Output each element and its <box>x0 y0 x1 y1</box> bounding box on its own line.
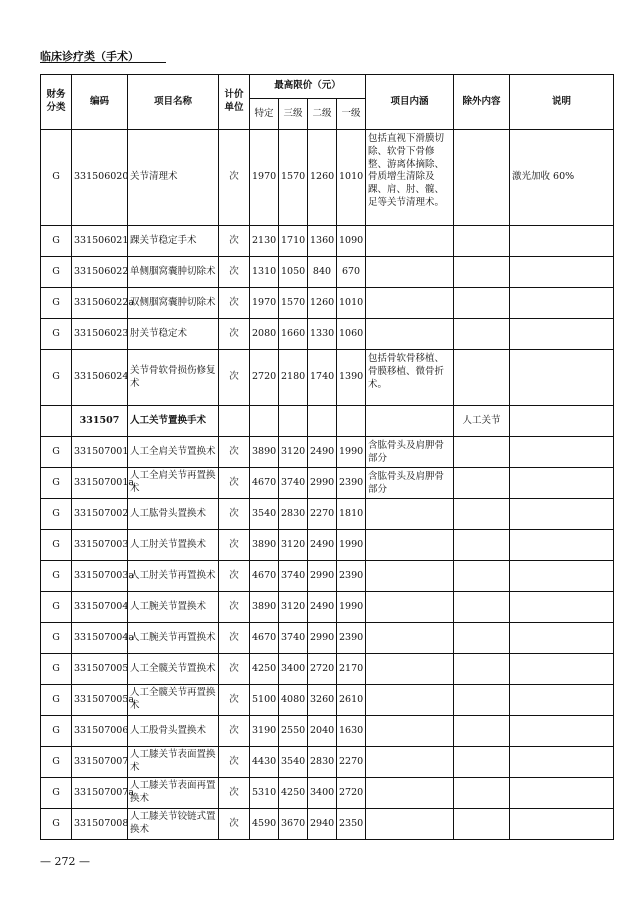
table-row <box>41 468 614 499</box>
table-row <box>41 499 614 530</box>
excluded-cell: 人工关节 <box>454 406 510 437</box>
code-cell: 331507003 <box>72 530 128 561</box>
price-special-cell: 3890 <box>250 437 279 468</box>
page-number: — 272 — <box>40 855 90 868</box>
code-cell: 331506020 <box>72 130 128 226</box>
table-row <box>41 288 614 319</box>
notes-cell <box>510 350 614 406</box>
table-row <box>41 319 614 350</box>
table-row <box>41 623 614 654</box>
price-level3-cell: 2180 <box>279 350 308 406</box>
code-cell: 331507007a <box>72 778 128 809</box>
name-cell: 人工膝关节铰链式置换术 <box>128 809 219 840</box>
notes-cell <box>510 685 614 716</box>
price-level1-cell: 2720 <box>337 778 366 809</box>
col-level1: 一级 <box>337 99 366 130</box>
price-level1-cell: 670 <box>337 257 366 288</box>
table-row <box>41 226 614 257</box>
notes-cell <box>510 716 614 747</box>
price-level1-cell: 1990 <box>337 437 366 468</box>
price-special-cell: 1310 <box>250 257 279 288</box>
code-cell: 331507003a <box>72 561 128 592</box>
name-cell: 人工膝关节表面置换术 <box>128 747 219 778</box>
price-level3-cell: 3120 <box>279 530 308 561</box>
category-cell: G <box>41 778 72 809</box>
unit-cell: 次 <box>219 257 250 288</box>
category-cell: G <box>41 499 72 530</box>
unit-cell: 次 <box>219 778 250 809</box>
content-cell <box>366 747 454 778</box>
unit-cell: 次 <box>219 716 250 747</box>
category-cell <box>41 406 72 437</box>
excluded-cell <box>454 747 510 778</box>
category-cell: G <box>41 716 72 747</box>
col-price-group: 最高限价（元） <box>250 75 366 99</box>
price-level3-cell: 3670 <box>279 809 308 840</box>
code-cell: 331507005a <box>72 685 128 716</box>
price-level3-cell <box>279 406 308 437</box>
excluded-cell <box>454 530 510 561</box>
unit-cell: 次 <box>219 623 250 654</box>
category-cell: G <box>41 654 72 685</box>
table-row <box>41 530 614 561</box>
price-level2-cell: 3260 <box>308 685 337 716</box>
excluded-cell <box>454 288 510 319</box>
unit-cell: 次 <box>219 809 250 840</box>
category-cell: G <box>41 685 72 716</box>
excluded-cell <box>454 257 510 288</box>
price-level3-cell: 3400 <box>279 654 308 685</box>
unit-cell: 次 <box>219 499 250 530</box>
price-level2-cell: 2040 <box>308 716 337 747</box>
content-cell <box>366 685 454 716</box>
price-level2-cell: 2720 <box>308 654 337 685</box>
col-excluded: 除外内容 <box>454 75 510 130</box>
name-cell: 关节骨软骨损伤修复术 <box>128 350 219 406</box>
price-level1-cell: 1630 <box>337 716 366 747</box>
notes-cell <box>510 654 614 685</box>
notes-cell <box>510 592 614 623</box>
unit-cell: 次 <box>219 592 250 623</box>
category-cell: G <box>41 809 72 840</box>
price-level1-cell: 1010 <box>337 288 366 319</box>
table-row <box>41 561 614 592</box>
col-level2: 二级 <box>308 99 337 130</box>
price-level1-cell: 2170 <box>337 654 366 685</box>
price-level1-cell: 1990 <box>337 592 366 623</box>
price-level2-cell: 2990 <box>308 468 337 499</box>
name-cell: 人工全肩关节置换术 <box>128 437 219 468</box>
price-level2-cell <box>308 406 337 437</box>
price-level1-cell: 1390 <box>337 350 366 406</box>
price-special-cell: 4430 <box>250 747 279 778</box>
category-cell: G <box>41 623 72 654</box>
price-level1-cell: 2610 <box>337 685 366 716</box>
table-row <box>41 747 614 778</box>
price-special-cell: 2130 <box>250 226 279 257</box>
price-level3-cell: 1570 <box>279 288 308 319</box>
name-cell: 人工全髋关节再置换术 <box>128 685 219 716</box>
price-level3-cell: 3740 <box>279 561 308 592</box>
code-cell: 331507004 <box>72 592 128 623</box>
code-cell: 331507001 <box>72 437 128 468</box>
name-cell: 人工腕关节置换术 <box>128 592 219 623</box>
price-level1-cell: 2390 <box>337 561 366 592</box>
price-level2-cell: 2490 <box>308 530 337 561</box>
name-cell: 人工全肩关节再置换术 <box>128 468 219 499</box>
unit-cell: 次 <box>219 226 250 257</box>
table-row <box>41 685 614 716</box>
price-special-cell: 3890 <box>250 530 279 561</box>
price-level2-cell: 3400 <box>308 778 337 809</box>
unit-cell: 次 <box>219 319 250 350</box>
price-special-cell <box>250 406 279 437</box>
code-cell: 331507005 <box>72 654 128 685</box>
price-special-cell: 2720 <box>250 350 279 406</box>
price-table <box>40 74 614 840</box>
notes-cell <box>510 257 614 288</box>
name-cell: 人工肘关节再置换术 <box>128 561 219 592</box>
unit-cell: 次 <box>219 561 250 592</box>
price-special-cell: 3190 <box>250 716 279 747</box>
notes-cell <box>510 499 614 530</box>
price-level2-cell: 840 <box>308 257 337 288</box>
price-special-cell: 4590 <box>250 809 279 840</box>
excluded-cell <box>454 437 510 468</box>
notes-cell <box>510 406 614 437</box>
content-cell: 含肱骨头及肩胛骨部分 <box>366 437 454 468</box>
table-row <box>41 778 614 809</box>
content-cell <box>366 288 454 319</box>
price-level1-cell: 1090 <box>337 226 366 257</box>
col-unit: 计价单位 <box>219 75 250 130</box>
category-cell: G <box>41 468 72 499</box>
excluded-cell <box>454 468 510 499</box>
content-cell: 包括直视下滑膜切除、软骨下骨修整、游离体摘除、骨质增生清除及踝、肩、肘、髋、足等关节清理术。 <box>366 130 454 226</box>
price-level3-cell: 3120 <box>279 592 308 623</box>
unit-cell: 次 <box>219 350 250 406</box>
code-cell: 331506022 <box>72 257 128 288</box>
code-cell: 331507004a <box>72 623 128 654</box>
category-cell: G <box>41 226 72 257</box>
name-cell: 单侧腘窝囊肿切除术 <box>128 257 219 288</box>
table-row <box>41 654 614 685</box>
unit-cell: 次 <box>219 747 250 778</box>
notes-cell <box>510 288 614 319</box>
price-level2-cell: 1740 <box>308 350 337 406</box>
content-cell <box>366 592 454 623</box>
unit-cell: 次 <box>219 530 250 561</box>
notes-cell <box>510 809 614 840</box>
col-level3: 三级 <box>279 99 308 130</box>
price-level3-cell: 3120 <box>279 437 308 468</box>
category-cell: G <box>41 130 72 226</box>
name-cell: 双侧腘窝囊肿切除术 <box>128 288 219 319</box>
excluded-cell <box>454 319 510 350</box>
code-cell: 331506024 <box>72 350 128 406</box>
code-cell: 331506021 <box>72 226 128 257</box>
name-cell: 人工腕关节再置换术 <box>128 623 219 654</box>
col-category: 财务分类 <box>41 75 72 130</box>
price-level1-cell: 2390 <box>337 468 366 499</box>
notes-cell <box>510 319 614 350</box>
price-special-cell: 3540 <box>250 499 279 530</box>
price-level2-cell: 2490 <box>308 592 337 623</box>
content-cell <box>366 654 454 685</box>
price-level1-cell: 1990 <box>337 530 366 561</box>
price-level3-cell: 1660 <box>279 319 308 350</box>
content-cell <box>366 530 454 561</box>
col-name: 项目名称 <box>128 75 219 130</box>
price-level3-cell: 2550 <box>279 716 308 747</box>
notes-cell <box>510 226 614 257</box>
price-special-cell: 3890 <box>250 592 279 623</box>
price-level1-cell: 1060 <box>337 319 366 350</box>
excluded-cell <box>454 716 510 747</box>
price-level3-cell: 4080 <box>279 685 308 716</box>
unit-cell: 次 <box>219 130 250 226</box>
price-special-cell: 4670 <box>250 623 279 654</box>
price-level1-cell: 2270 <box>337 747 366 778</box>
price-special-cell: 1970 <box>250 130 279 226</box>
section-title: 临床诊疗类（手术） <box>40 50 139 63</box>
category-cell: G <box>41 561 72 592</box>
unit-cell: 次 <box>219 685 250 716</box>
price-special-cell: 2080 <box>250 319 279 350</box>
excluded-cell <box>454 130 510 226</box>
price-special-cell: 1970 <box>250 288 279 319</box>
unit-cell: 次 <box>219 468 250 499</box>
content-cell <box>366 226 454 257</box>
content-cell <box>366 561 454 592</box>
content-cell <box>366 499 454 530</box>
code-cell: 331507002 <box>72 499 128 530</box>
price-level1-cell: 2350 <box>337 809 366 840</box>
price-level2-cell: 2940 <box>308 809 337 840</box>
price-special-cell: 5310 <box>250 778 279 809</box>
notes-cell <box>510 437 614 468</box>
name-cell: 人工关节置换手术 <box>128 406 219 437</box>
price-level3-cell: 1570 <box>279 130 308 226</box>
content-cell <box>366 716 454 747</box>
price-level2-cell: 2990 <box>308 623 337 654</box>
content-cell <box>366 623 454 654</box>
table-row <box>41 130 614 226</box>
col-code: 编码 <box>72 75 128 130</box>
notes-cell <box>510 778 614 809</box>
price-level3-cell: 2830 <box>279 499 308 530</box>
name-cell: 人工膝关节表面再置换术 <box>128 778 219 809</box>
content-cell <box>366 319 454 350</box>
name-cell: 肘关节稳定术 <box>128 319 219 350</box>
unit-cell: 次 <box>219 654 250 685</box>
col-content: 项目内涵 <box>366 75 454 130</box>
price-special-cell: 4670 <box>250 561 279 592</box>
title-underline <box>40 62 166 63</box>
unit-cell: 次 <box>219 437 250 468</box>
price-level2-cell: 2830 <box>308 747 337 778</box>
table-row <box>41 716 614 747</box>
excluded-cell <box>454 592 510 623</box>
price-level2-cell: 1360 <box>308 226 337 257</box>
price-level3-cell: 3740 <box>279 623 308 654</box>
notes-cell <box>510 747 614 778</box>
category-cell: G <box>41 350 72 406</box>
excluded-cell <box>454 499 510 530</box>
price-level2-cell: 1260 <box>308 288 337 319</box>
category-cell: G <box>41 592 72 623</box>
price-level3-cell: 1050 <box>279 257 308 288</box>
table-row <box>41 809 614 840</box>
price-level2-cell: 1330 <box>308 319 337 350</box>
price-level3-cell: 1710 <box>279 226 308 257</box>
code-cell: 331507006 <box>72 716 128 747</box>
notes-cell: 激光加收 60% <box>510 130 614 226</box>
price-special-cell: 4670 <box>250 468 279 499</box>
content-cell <box>366 406 454 437</box>
excluded-cell <box>454 561 510 592</box>
content-cell <box>366 809 454 840</box>
price-special-cell: 4250 <box>250 654 279 685</box>
price-special-cell: 5100 <box>250 685 279 716</box>
category-cell: G <box>41 437 72 468</box>
content-cell <box>366 778 454 809</box>
excluded-cell <box>454 623 510 654</box>
excluded-cell <box>454 778 510 809</box>
category-cell: G <box>41 319 72 350</box>
content-cell: 包括骨软骨移植、骨膜移植、微骨折术。 <box>366 350 454 406</box>
excluded-cell <box>454 350 510 406</box>
excluded-cell <box>454 685 510 716</box>
code-cell: 331507001a <box>72 468 128 499</box>
table-row <box>41 350 614 406</box>
category-cell: G <box>41 288 72 319</box>
table-row <box>41 406 614 437</box>
price-level3-cell: 4250 <box>279 778 308 809</box>
excluded-cell <box>454 226 510 257</box>
unit-cell: 次 <box>219 288 250 319</box>
col-special: 特定 <box>250 99 279 130</box>
price-level2-cell: 2270 <box>308 499 337 530</box>
content-cell: 含肱骨头及肩胛骨部分 <box>366 468 454 499</box>
category-cell: G <box>41 747 72 778</box>
price-level3-cell: 3740 <box>279 468 308 499</box>
price-level1-cell: 1010 <box>337 130 366 226</box>
price-level1-cell: 2390 <box>337 623 366 654</box>
name-cell: 人工股骨头置换术 <box>128 716 219 747</box>
notes-cell <box>510 468 614 499</box>
category-cell: G <box>41 257 72 288</box>
name-cell: 人工肱骨头置换术 <box>128 499 219 530</box>
table-row <box>41 257 614 288</box>
price-level1-cell: 1810 <box>337 499 366 530</box>
category-cell: G <box>41 530 72 561</box>
excluded-cell <box>454 654 510 685</box>
price-level1-cell <box>337 406 366 437</box>
code-cell: 331506023 <box>72 319 128 350</box>
name-cell: 关节清理术 <box>128 130 219 226</box>
name-cell: 人工肘关节置换术 <box>128 530 219 561</box>
code-cell: 331507008 <box>72 809 128 840</box>
code-cell: 331506022a <box>72 288 128 319</box>
excluded-cell <box>454 809 510 840</box>
unit-cell <box>219 406 250 437</box>
code-cell: 331507 <box>72 406 128 437</box>
notes-cell <box>510 530 614 561</box>
notes-cell <box>510 561 614 592</box>
price-level2-cell: 1260 <box>308 130 337 226</box>
col-notes: 说明 <box>510 75 614 130</box>
table-row <box>41 437 614 468</box>
price-level3-cell: 3540 <box>279 747 308 778</box>
price-level2-cell: 2990 <box>308 561 337 592</box>
price-level2-cell: 2490 <box>308 437 337 468</box>
name-cell: 人工全髋关节置换术 <box>128 654 219 685</box>
table-row <box>41 592 614 623</box>
name-cell: 踝关节稳定手术 <box>128 226 219 257</box>
notes-cell <box>510 623 614 654</box>
content-cell <box>366 257 454 288</box>
code-cell: 331507007 <box>72 747 128 778</box>
